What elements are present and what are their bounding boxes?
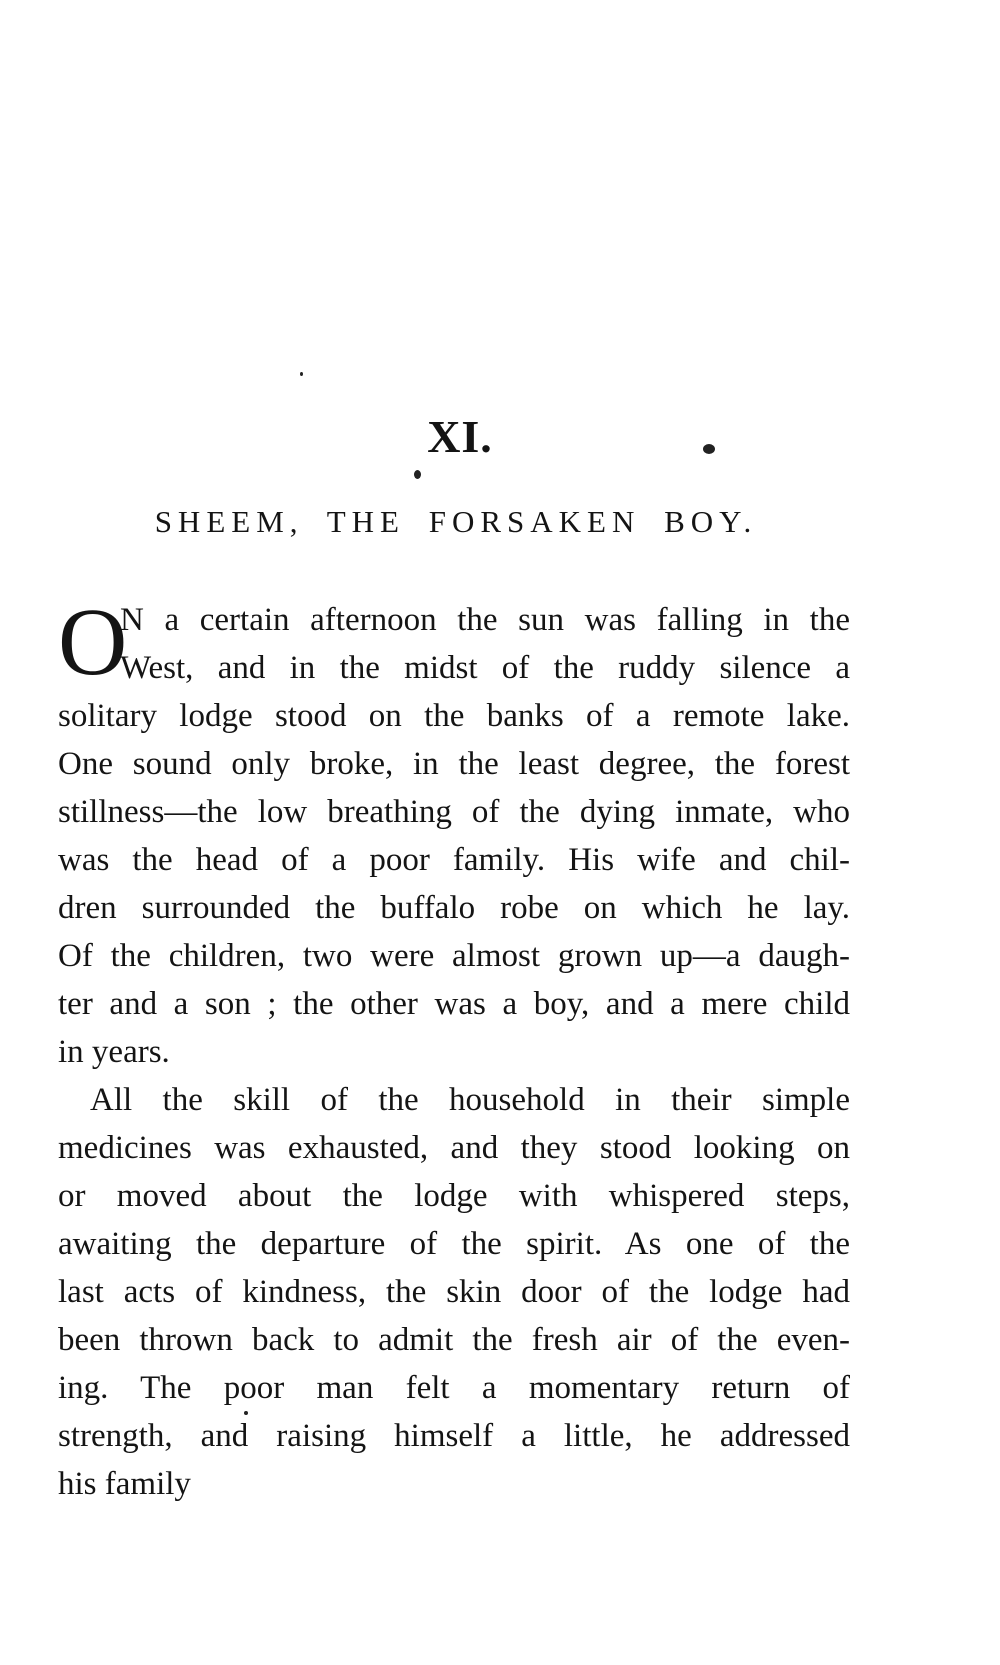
text-line: awaiting the departure of the spirit. As one of the (58, 1226, 850, 1262)
text-line: his family (58, 1466, 191, 1502)
text-line: been thrown back to admit the fresh air of the even- (58, 1322, 850, 1358)
print-speck (414, 470, 421, 479)
text-line: or moved about the lodge with whispered steps, (58, 1178, 850, 1214)
paragraph-1 (58, 588, 850, 1076)
text-line: ter and a son ; the other was a boy, and a mere child (58, 986, 850, 1022)
text-line: was the head of a poor family. His wife and chil- (58, 842, 850, 878)
text-line: last acts of kindness, the skin door of the lodge had (58, 1274, 850, 1310)
text-line: One sound only broke, in the least degree, the forest (58, 746, 850, 782)
text-line: in years. (58, 1034, 170, 1070)
chapter-title: SHEEM, THE FORSAKEN BOY. (154, 504, 758, 539)
drop-cap: O (58, 588, 128, 695)
text-line: ing. The poor man felt a momentary return of (58, 1370, 850, 1406)
text-line: Of the children, two were almost grown up—a daugh- (58, 938, 850, 974)
text-line: All the skill of the household in their simple (90, 1082, 850, 1118)
chapter-number: XI. (427, 411, 493, 462)
text-line: dren surrounded the buffalo robe on which he lay. (58, 890, 850, 926)
body-text (58, 588, 850, 1508)
text-line: medicines was exhausted, and they stood looking on (58, 1130, 850, 1166)
text-line: N a certain afternoon the sun was falling in the (120, 602, 850, 638)
paragraph-2 (58, 1076, 850, 1508)
text-line: West, and in the midst of the ruddy silence a (120, 650, 850, 686)
text-line: solitary lodge stood on the banks of a remote lake. (58, 698, 850, 734)
print-speck (300, 372, 303, 376)
text-line: stillness—the low breathing of the dying inmate, who (58, 794, 850, 830)
text-line: strength, and raising himself a little, he addressed (58, 1418, 850, 1454)
